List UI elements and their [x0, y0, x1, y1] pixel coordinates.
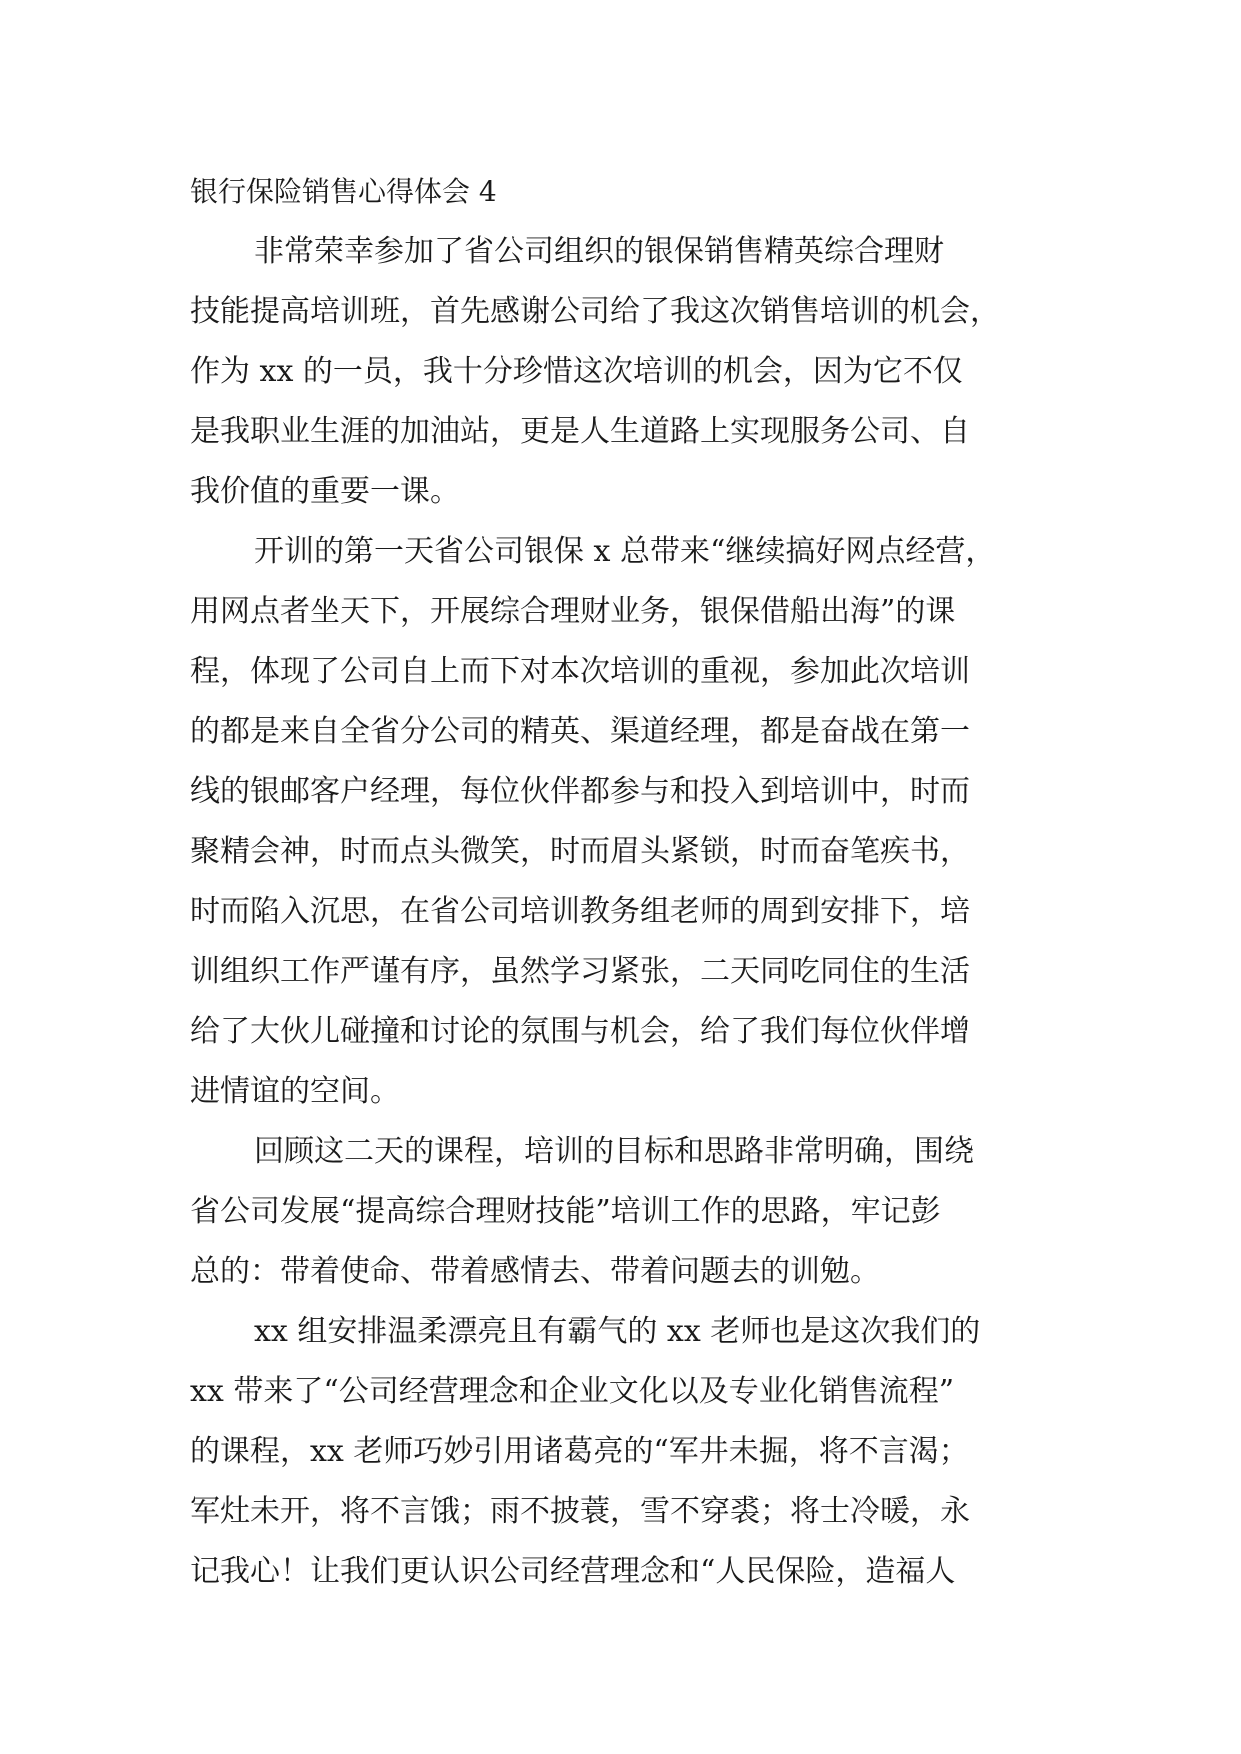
paragraph-4: [190, 1302, 1054, 1602]
text-line: 进情谊的空间。: [190, 1074, 400, 1109]
text-line: 线的银邮客户经理，每位伙伴都参与和投入到培训中，时而: [190, 774, 970, 809]
paragraph-2: [190, 522, 1054, 1122]
paragraph-1: [190, 222, 1054, 522]
text-line: 的课程，xx 老师巧妙引用诸葛亮的“军井未掘，将不言渴；: [190, 1434, 969, 1469]
text-line: 记我心！让我们更认识公司经营理念和“人民保险，造福人: [190, 1554, 956, 1589]
text-line: 给了大伙儿碰撞和讨论的氛围与机会，给了我们每位伙伴增: [190, 1014, 970, 1049]
text-line: 训组织工作严谨有序，虽然学习紧张，二天同吃同住的生活: [190, 954, 970, 989]
document-title: 银行保险销售心得体会 4: [190, 175, 497, 208]
text-line: 作为 xx 的一员，我十分珍惜这次培训的机会，因为它不仅: [190, 354, 963, 389]
text-line: 时而陷入沉思，在省公司培训教务组老师的周到安排下，培: [190, 894, 970, 929]
document-page: [190, 162, 1054, 1602]
text-line: 用网点者坐天下，开展综合理财业务，银保借船出海”的课: [190, 594, 956, 629]
text-line: 回顾这二天的课程，培训的目标和思路非常明确，围绕: [254, 1134, 974, 1169]
text-line: 开训的第一天省公司银保 x 总带来“继续搞好网点经营，: [254, 534, 996, 569]
text-line: xx 组安排温柔漂亮且有霸气的 xx 老师也是这次我们的: [254, 1314, 981, 1349]
text-line: 省公司发展“提高综合理财技能”培训工作的思路，牢记彭: [190, 1194, 941, 1229]
text-line: 技能提高培训班，首先感谢公司给了我这次销售培训的机会，: [190, 294, 1000, 329]
text-line: 的都是来自全省分公司的精英、渠道经理，都是奋战在第一: [190, 714, 970, 749]
text-line: 程，体现了公司自上而下对本次培训的重视，参加此次培训: [190, 654, 970, 689]
paragraph-3: [190, 1122, 1054, 1302]
text-line: 是我职业生涯的加油站，更是人生道路上实现服务公司、自: [190, 414, 970, 449]
text-line: 军灶未开，将不言饿；雨不披蓑，雪不穿裘；将士冷暖，永: [190, 1494, 970, 1529]
text-line: 聚精会神，时而点头微笑，时而眉头紧锁，时而奋笔疾书，: [190, 834, 970, 869]
text-line: 我价值的重要一课。: [190, 474, 460, 509]
text-line: 总的：带着使命、带着感情去、带着问题去的训勉。: [190, 1254, 880, 1289]
text-line: 非常荣幸参加了省公司组织的银保销售精英综合理财: [254, 234, 944, 269]
text-line: xx 带来了“公司经营理念和企业文化以及专业化销售流程”: [190, 1374, 955, 1409]
